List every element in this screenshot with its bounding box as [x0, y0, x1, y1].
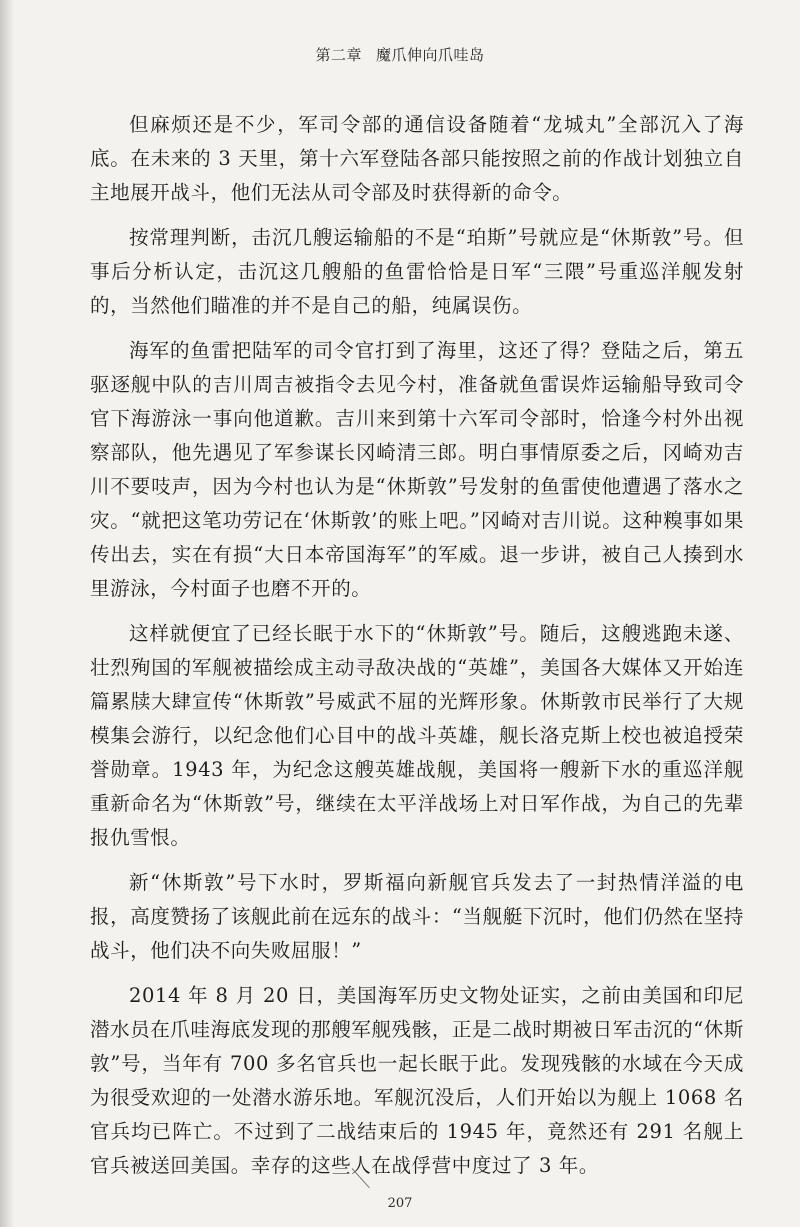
paragraph: 但麻烦还是不少，军司令部的通信设备随着“龙城丸”全部沉入了海底。在未来的 3 天里，第十六军登陆各部只能按照之前的作战计划独立自主地展开战斗，他们无法从司令部及时获得新的命令。	[90, 113, 744, 204]
running-header	[0, 44, 800, 65]
paragraph: 2014 年 8 月 20 日，美国海军历史文物处证实，之前由美国和印尼潜水员在爪哇海底发现的那艘军舰残骸，正是二战时期被日军击沉的“休斯敦”号，当年有 700 多名官兵也一起长眠于此。发现残骸的水域在今天成为很受欢迎的一处潜水游乐地。军舰沉没后，人们开始以为舰上 1068 名官兵均已阵亡。不过到了二战结束后的 1945 年，竟然还有 291 名舰上官兵被送回美国。幸存的这些人在战俘营中度过了 3 年。	[90, 984, 744, 1177]
paragraph: 新“休斯敦”号下水时，罗斯福向新舰官兵发去了一封热情洋溢的电报，高度赞扬了该舰此前在远东的战斗：“当舰艇下沉时，他们仍然在坚持战斗，他们决不向失败屈服！”	[90, 871, 744, 962]
page-number: 207	[387, 1196, 413, 1211]
paragraph: 海军的鱼雷把陆军的司令官打到了海里，这还了得？登陆之后，第五驱逐舰中队的吉川周吉被指令去见今村，准备就鱼雷误炸运输船导致司令官下海游泳一事向他道歉。吉川来到第十六军司令部时，恰逢今村外出视察部队，他先遇见了军参谋长冈崎清三郎。明白事情原委之后，冈崎劝吉川不要吱声，因为今村也认为是“休斯敦”号发射的鱼雷使他遭遇了落水之灾。“就把这笔功劳记在‘休斯敦’的账上吧。”冈崎对吉川说。这种糗事如果传出去，实在有损“大日本帝国海军”的军威。退一步讲，被自己人揍到水里游泳，今村面子也磨不开的。	[90, 339, 744, 600]
chapter-title: 魔爪伸向爪哇岛	[376, 46, 485, 64]
body-text	[90, 108, 744, 1194]
chapter-label: 第二章	[315, 46, 362, 64]
page-binding-shadow	[0, 0, 14, 1227]
paragraph: 这样就便宜了已经长眠于水下的“休斯敦”号。随后，这艘逃跑未遂、壮烈殉国的军舰被描绘成主动寻敌决战的“英雄”，美国各大媒体又开始连篇累牍大肆宣传“休斯敦”号威武不屈的光辉形象。休斯敦市民举行了大规模集会游行，以纪念他们心目中的战斗英雄，舰长洛克斯上校也被追授荣誉勋章。1943 年，为纪念这艘英雄战舰，美国将一艘新下水的重巡洋舰重新命名为“休斯敦”号，继续在太平洋战场上对日军作战，为自己的先辈报仇雪恨。	[90, 622, 744, 849]
paragraph: 按常理判断，击沉几艘运输船的不是“珀斯”号就应是“休斯敦”号。但事后分析认定，击沉这几艘船的鱼雷恰恰是日军“三隈”号重巡洋舰发射的，当然他们瞄准的并不是自己的船，纯属误伤。	[90, 226, 744, 317]
